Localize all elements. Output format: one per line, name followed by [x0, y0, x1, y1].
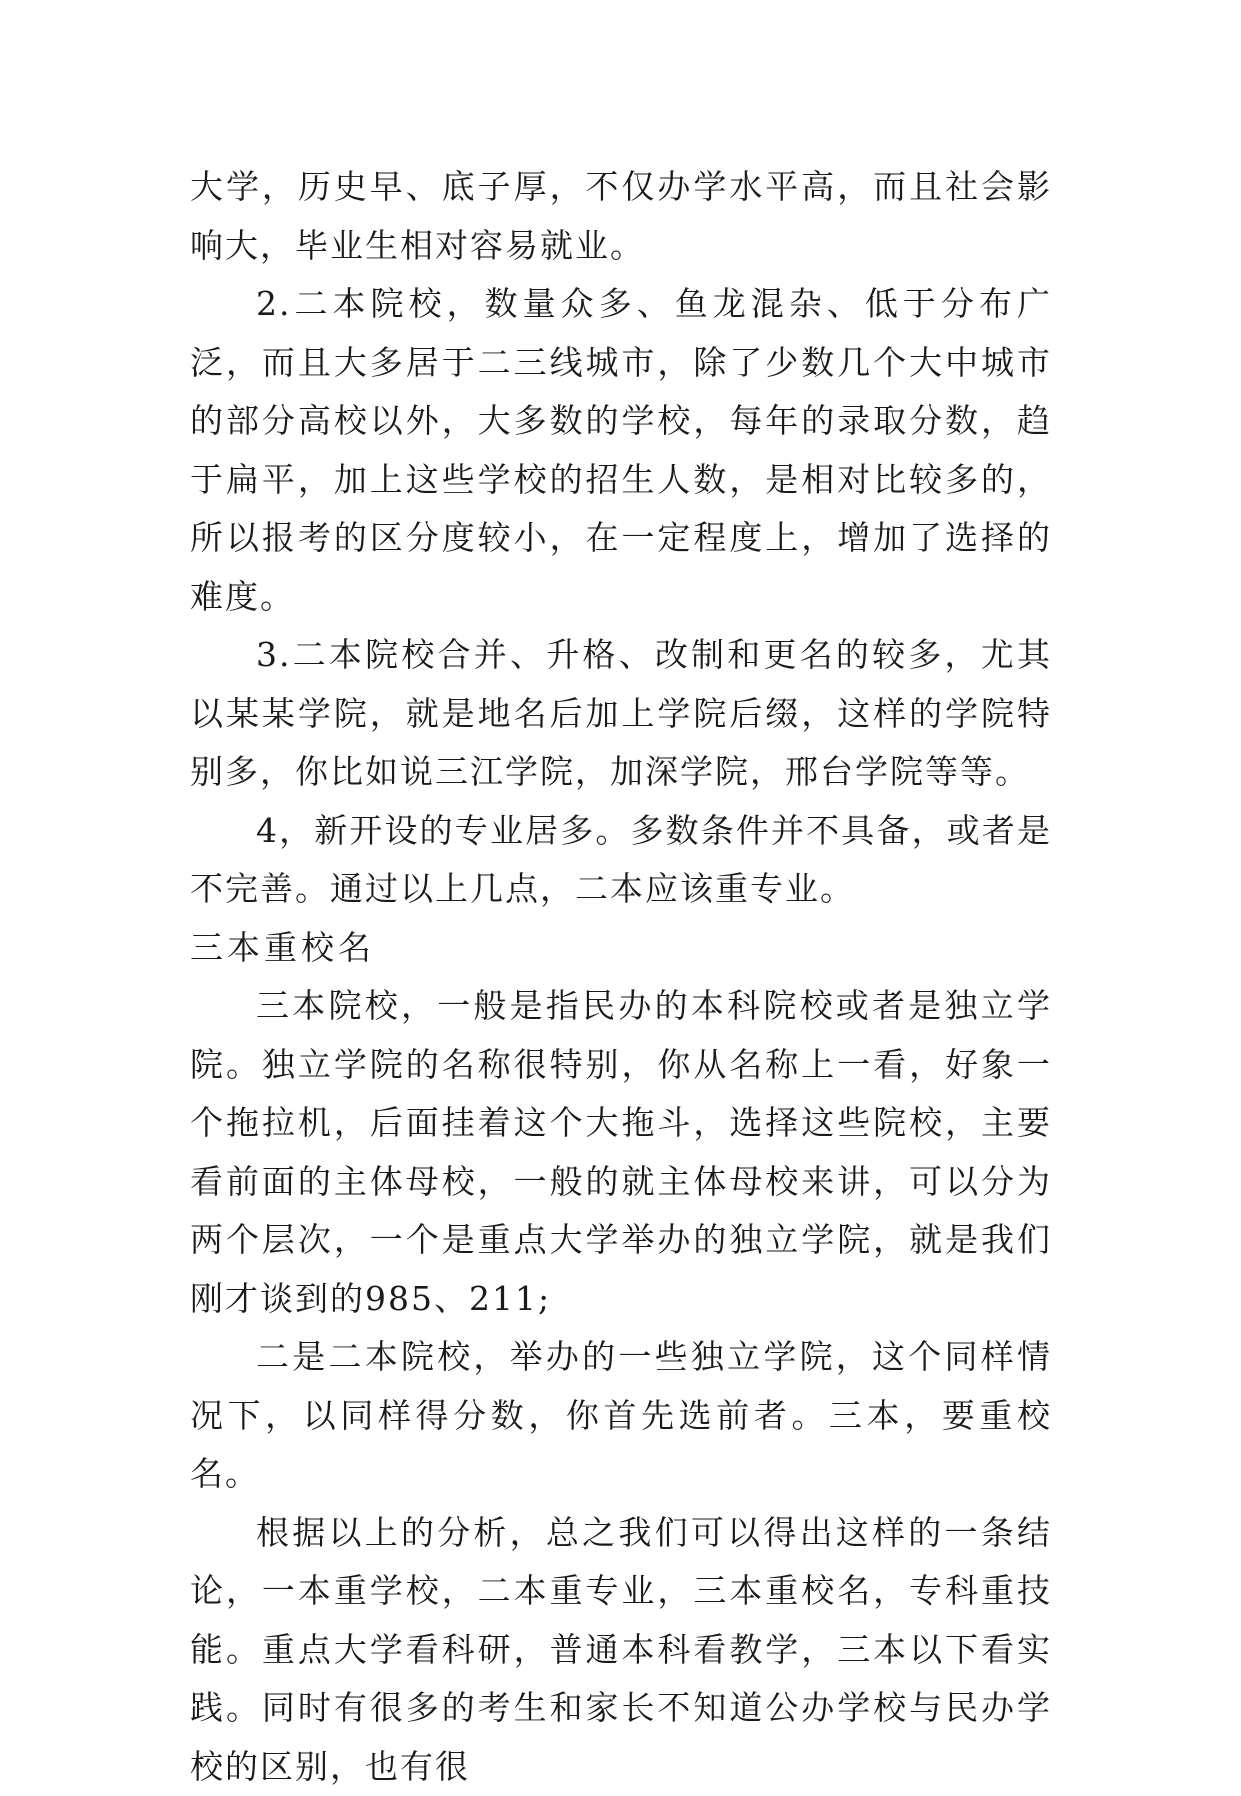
paragraph-3: 3.二本院校合并、升格、改制和更名的较多，尤其以某某学院，就是地名后加上学院后缀，这样的学院特别多，你比如说三江学院，加深学院，邢台学院等等。 [190, 626, 1052, 802]
paragraph-5: 三本院校，一般是指民办的本科院校或者是独立学院。独立学院的名称很特别，你从名称上一看，好象一个拖拉机，后面挂着这个大拖斗，选择这些院校，主要看前面的主体母校，一般的就主体母校来讲，可以分为两个层次，一个是重点大学举办的独立学院，就是我们刚才谈到的985、211; [190, 977, 1052, 1328]
paragraph-2: 2.二本院校，数量众多、鱼龙混杂、低于分布广泛，而且大多居于二三线城市，除了少数几个大中城市的部分高校以外，大多数的学校，每年的录取分数，趋于扁平，加上这些学校的招生人数，是相对比较多的，所以报考的区分度较小，在一定程度上，增加了选择的难度。 [190, 275, 1052, 626]
paragraph-1: 大学，历史早、底子厚，不仅办学水平高，而且社会影响大，毕业生相对容易就业。 [190, 158, 1052, 275]
paragraph-4: 4，新开设的专业居多。多数条件并不具备，或者是不完善。通过以上几点，二本应该重专业。 [190, 802, 1052, 919]
paragraph-7: 根据以上的分析，总之我们可以得出这样的一条结论，一本重学校，二本重专业，三本重校名，专科重技能。重点大学看科研，普通本科看教学，三本以下看实践。同时有很多的考生和家长不知道公办学校与民办学校的区别，也有很 [190, 1504, 1052, 1796]
paragraph-6: 二是二本院校，举办的一些独立学院，这个同样情况下，以同样得分数，你首先选前者。三本，要重校名。 [190, 1328, 1052, 1504]
document-body [190, 158, 1052, 1796]
section-heading: 三本重校名 [190, 919, 1052, 978]
